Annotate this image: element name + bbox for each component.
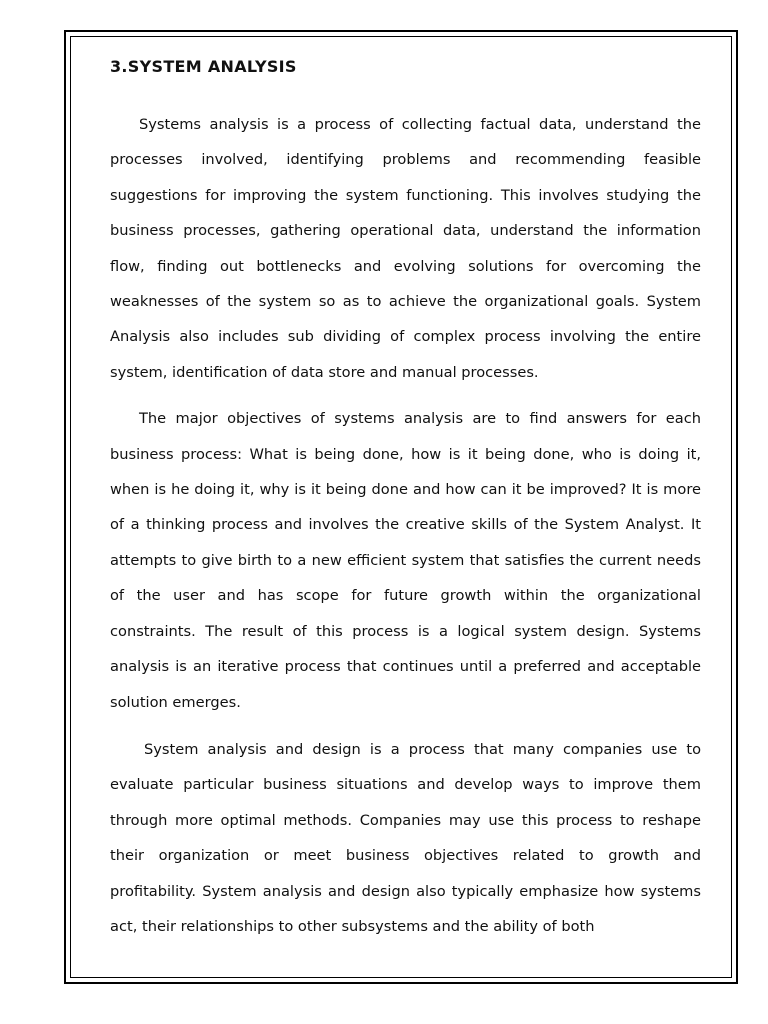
paragraph-3: System analysis and design is a process that many companies use to evaluate particular business situations and develop ways to improve them through more optimal methods. Companies may use this process to reshape their organization or meet business objectives related to growth and profitability. System analysis and design also typically emphasize how systems act, their relationships to other subsystems and the ability of both — [110, 740, 701, 935]
paragraph-2: The major objectives of systems analysis are to find answers for each business process: What is being done, how is it being done, who is doing it, when is he doing it, why is it being done and how can it be improved? It is more of a thinking process and involves the creative skills of the System Analyst. It attempts to give birth to a new efficient system that satisfies the current needs of the user and has scope for future growth within the organizational constraints. The result of this process is a logical system design. Systems analysis is an iterative process that continues until a preferred and acceptable solution emerges. — [110, 410, 701, 711]
section-heading: 3.SYSTEM ANALYSIS — [110, 57, 297, 76]
document-body — [110, 55, 701, 944]
paragraph-1: Systems analysis is a process of collecting factual data, understand the processes involved, identifying problems and recommending feasible suggestions for improving the system functioning. This involves studying the business processes, gathering operational data, understand the information flow, finding out bottlenecks and evolving solutions for overcoming the weaknesses of the system so as to achieve the organizational goals. System Analysis also includes sub dividing of complex process involving the entire system, identification of data store and manual processes. — [110, 116, 701, 381]
